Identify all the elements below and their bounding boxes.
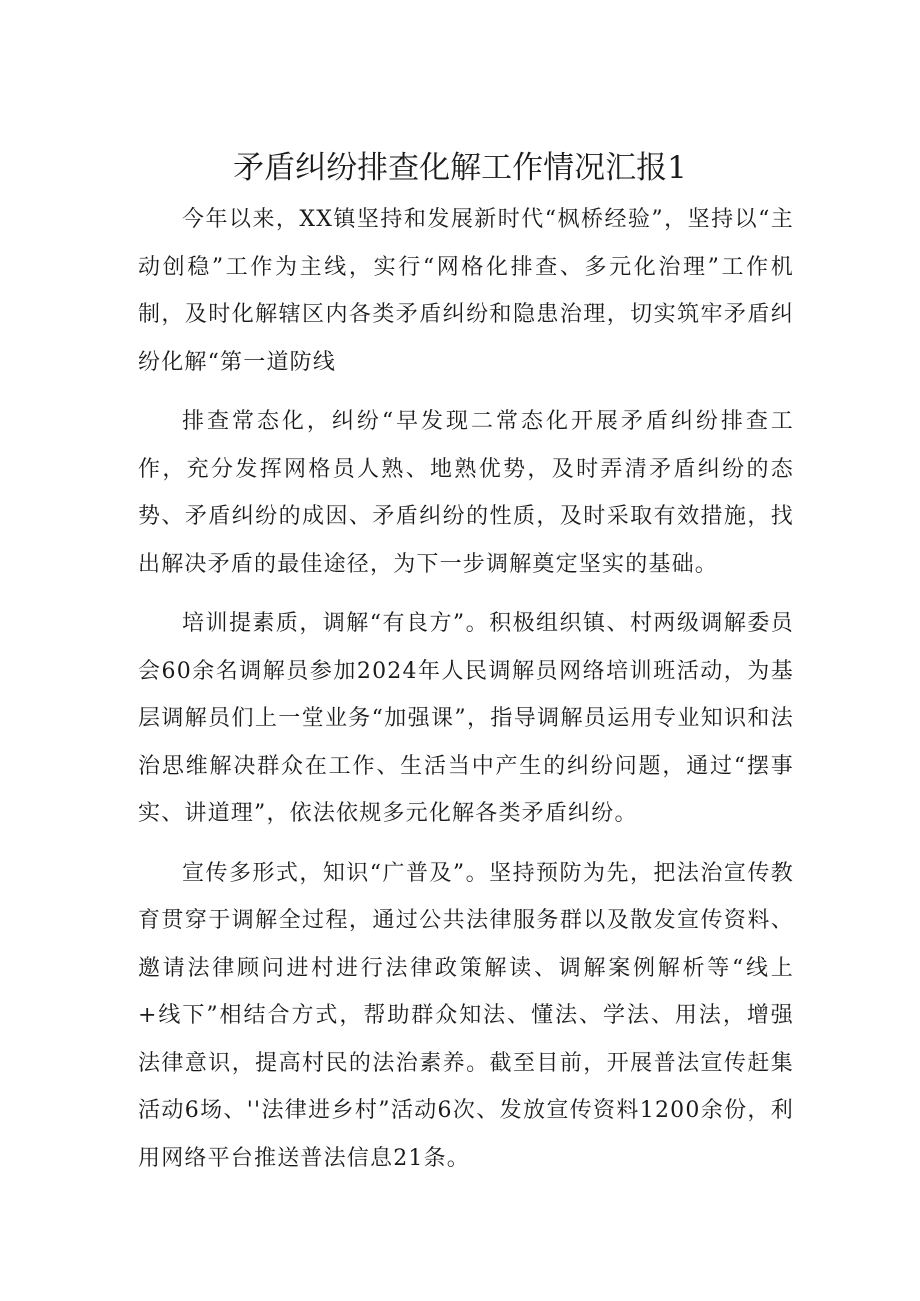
document-title: 矛盾纠纷排查化解工作情况汇报1 — [233, 150, 687, 186]
paragraph-publicity: 宣传多形式，知识“广普及”。坚持预防为先，把法治宣传教育贯穿于调解全过程，通过公共法律服务群以及散发宣传资料、邀请法律顾问进村进行法律政策解读、调解案例解析等“线上+线下”相结合方式，帮助群众知法、懂法、学法、用法，增强法律意识，提高村民的法治素养。截至目前，开展普法宣传赶集活动6场、''法律进乡村”活动6次、发放宣传资料1200余份，利用网络平台推送普法信息21条。 — [138, 860, 794, 1171]
document-body — [138, 196, 794, 1194]
paragraph-intro: 今年以来，XX镇坚持和发展新时代“枫桥经验”，坚持以“主动创稳”工作为主线，实行“网格化排查、多元化治理”工作机制，及时化解辖区内各类矛盾纠纷和隐患治理，切实筑牢矛盾纠纷化解“第一道防线 — [138, 207, 794, 375]
paragraph-investigation: 排查常态化，纠纷“早发现二常态化开展矛盾纠纷排查工作，充分发挥网格员人熟、地熟优势，及时弄清矛盾纠纷的态势、矛盾纠纷的成因、矛盾纠纷的性质，及时采取有效措施，找出解决矛盾的最佳途径，为下一步调解奠定坚实的基础。 — [138, 409, 794, 577]
paragraph-training: 培训提素质，调解“有良方”。积极组织镇、村两级调解委员会60余名调解员参加2024年人民调解员网络培训班活动，为基层调解员们上一堂业务“加强课”，指导调解员运用专业知识和法治思维解决群众在工作、生活当中产生的纠纷问题，通过“摆事实、讲道理”，依法依规多元化解各类矛盾纠纷。 — [138, 611, 794, 826]
